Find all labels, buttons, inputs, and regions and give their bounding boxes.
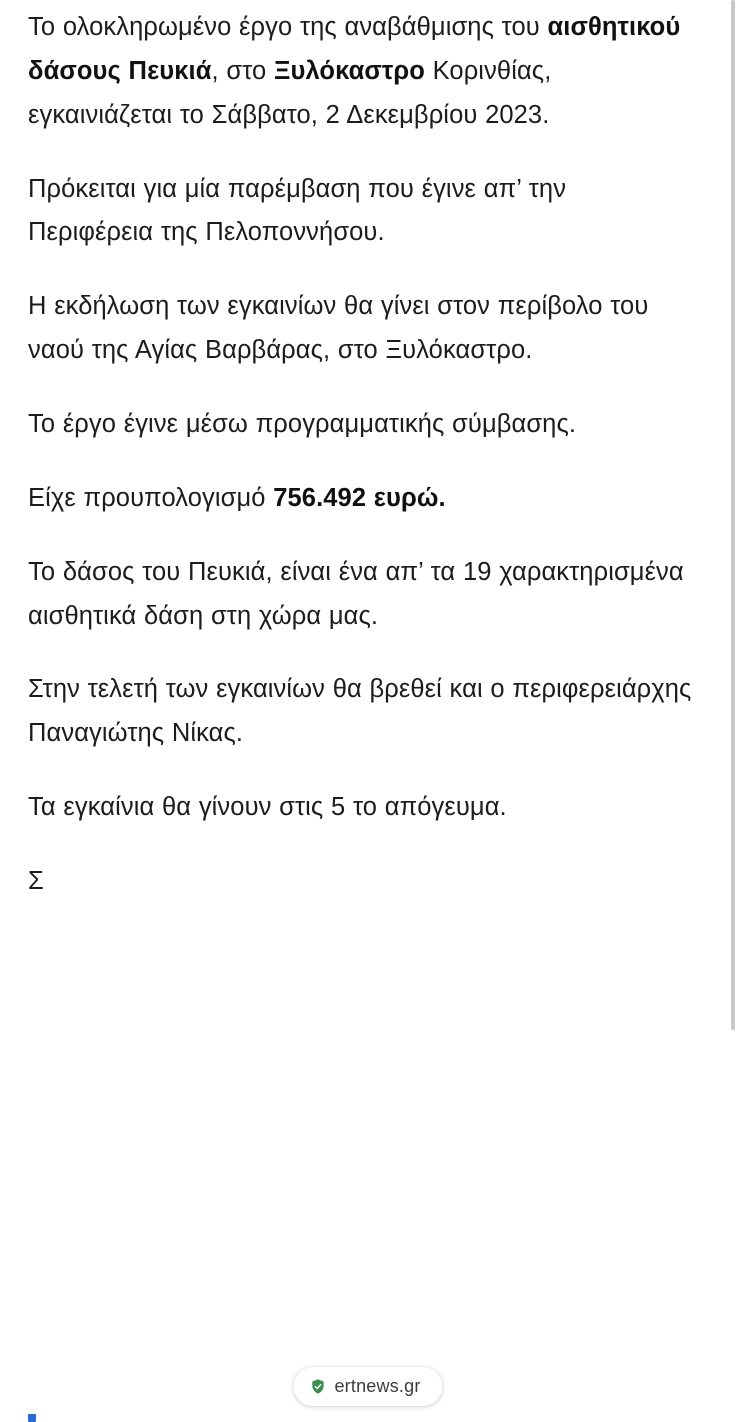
article-paragraph bbox=[28, 860, 692, 904]
body-text: Στην τελετή των εγκαινίων θα βρεθεί και ο περιφερειάρχης Παναγιώτης Νίκας. bbox=[28, 675, 692, 748]
article-paragraph bbox=[28, 168, 692, 256]
shield-icon bbox=[309, 1378, 326, 1395]
body-text: Σ bbox=[28, 867, 44, 896]
body-text: Πρόκειται για μία παρέμβαση που έγινε απ’ την Περιφέρεια της Πελοποννήσου. bbox=[28, 174, 567, 247]
page-bottom-marker bbox=[28, 1414, 36, 1422]
article-paragraph bbox=[28, 551, 692, 639]
article-paragraph bbox=[28, 285, 692, 373]
body-text: , στο bbox=[211, 56, 274, 85]
emphasis-text: 756.492 ευρώ. bbox=[273, 483, 446, 512]
page-scrollbar[interactable] bbox=[730, 0, 736, 1422]
body-text: Η εκδήλωση των εγκαινίων θα γίνει στον περίβολο του ναού της Αγίας Βαρβάρας, στο Ξυλόκαστρο. bbox=[28, 292, 649, 365]
emphasis-text: Ξυλόκαστρο bbox=[274, 56, 425, 85]
source-badge[interactable] bbox=[293, 1367, 442, 1406]
article-paragraph bbox=[28, 477, 692, 521]
body-text: Κορινθίας, εγκαινιάζεται το Σάββατο, 2 Δεκεμβρίου 2023. bbox=[28, 56, 552, 129]
scrollbar-thumb[interactable] bbox=[731, 0, 735, 1030]
body-text: Είχε προυπολογισμό bbox=[28, 483, 274, 512]
source-label: ertnews.gr bbox=[334, 1376, 421, 1396]
body-text: Το δάσος του Πευκιά, είναι ένα απ’ τα 19 χαρακτηρισμένα αισθητικά δάση στη χώρα μας. bbox=[28, 557, 684, 630]
body-text: Το ολοκληρωμένο έργο της αναβάθμισης του bbox=[28, 13, 548, 41]
article-paragraph bbox=[28, 403, 692, 447]
article-paragraph bbox=[28, 786, 692, 830]
body-text: Τα εγκαίνια θα γίνουν στις 5 το απόγευμα. bbox=[28, 793, 507, 822]
emphasis-text: αισθητικού δάσους Πευκιά bbox=[28, 13, 681, 85]
article-paragraph bbox=[28, 6, 692, 138]
body-text: Το έργο έγινε μέσω προγραμματικής σύμβασης. bbox=[28, 410, 577, 439]
paragraph-list bbox=[28, 6, 692, 904]
article-paragraph bbox=[28, 668, 692, 756]
